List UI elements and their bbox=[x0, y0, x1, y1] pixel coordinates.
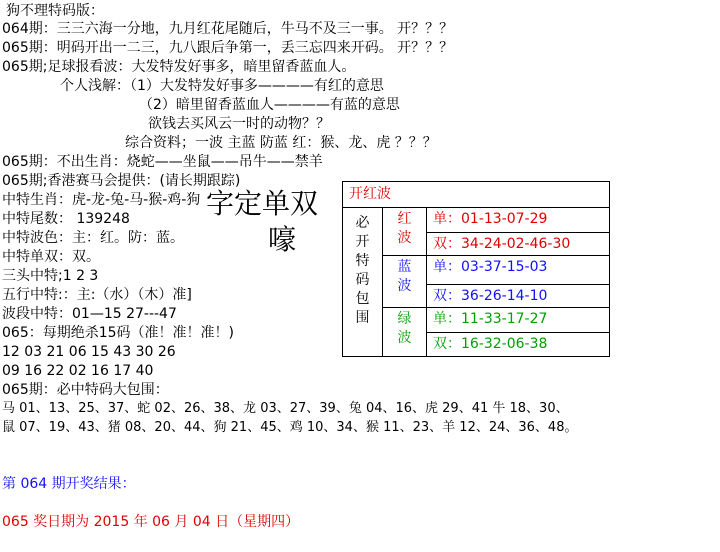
text-line-numbers-1: 12 03 21 06 15 43 30 26 bbox=[2, 344, 176, 360]
blue-odd-nums: 03-37-15-03 bbox=[461, 259, 548, 275]
text-line-zodiac-numbers-2: 鼠 07、19、43、猪 08、20、44、狗 21、45、鸡 10、34、猴 11、23、羊 12、24、36、48。 bbox=[2, 420, 578, 435]
text-line-five-elements: 五行中特:：主:（水）（木）准] bbox=[2, 287, 192, 303]
blue-odd-kind: 单： bbox=[433, 259, 461, 275]
green-odd-row bbox=[427, 308, 609, 332]
green-odd-kind: 单： bbox=[433, 311, 461, 327]
red-even-kind: 双： bbox=[433, 236, 461, 252]
text-line-excluded-zodiac: 065期：不出生肖：烧蛇——坐鼠——吊牛——禁羊 bbox=[2, 154, 323, 170]
group-label-green bbox=[383, 308, 427, 356]
text-line-football-report: 065期;足球报看波：大发特发好事多，暗里留香蓝血人。 bbox=[2, 59, 356, 75]
text-line-065-riddle: 065期：明码开出一二三，九八跟后争第一，丢三忘四来开码。 开？？？ bbox=[2, 40, 454, 56]
green-even-nums: 16-32-06-38 bbox=[461, 336, 548, 352]
group-label-green-text: 绿波 bbox=[397, 311, 412, 346]
group-label-red bbox=[383, 208, 427, 256]
text-line-064-riddle: 064期：三三六海一分地，九月红花尾随后，牛马不及三一事。 开？？？ bbox=[2, 21, 454, 37]
overlay-text-char: 嚎 bbox=[268, 223, 297, 256]
green-odd-nums: 11-33-17-27 bbox=[461, 311, 548, 327]
text-line-summary: 综合资料；一波 主蓝 防蓝 红：猴、龙、虎 ？？？ bbox=[125, 135, 437, 151]
text-line-three-heads: 三头中特;1 2 3 bbox=[2, 268, 99, 284]
group-label-blue-text: 蓝波 bbox=[397, 259, 412, 294]
green-even-row bbox=[427, 332, 609, 356]
blue-odd-row bbox=[427, 256, 609, 280]
text-line-special-zodiac: 中特生肖：虎-龙-兔-马-猴-鸡-狗 bbox=[2, 192, 201, 208]
text-line-zodiac-numbers-1: 马 01、13、25、37、蛇 02、26、38、龙 03、27、39、兔 04、16、虎 29、41 牛 18、30、 bbox=[2, 401, 569, 416]
table-side-text: 必开特码包围 bbox=[355, 215, 370, 326]
blue-even-nums: 36-26-14-10 bbox=[461, 288, 548, 304]
table-title: 开红波 bbox=[343, 182, 609, 208]
red-odd-kind: 单： bbox=[433, 211, 461, 227]
text-line-tail-numbers: 中特尾数： 139248 bbox=[2, 211, 130, 227]
group-label-blue bbox=[383, 256, 427, 308]
red-even-nums: 34-24-02-46-30 bbox=[461, 236, 571, 252]
blue-even-kind: 双： bbox=[433, 288, 461, 304]
text-line-must-hit: 065期：必中特码大包围： bbox=[2, 382, 169, 398]
overlay-text-odd-even: 字定单双 bbox=[206, 187, 319, 220]
group-label-red-text: 红波 bbox=[397, 211, 412, 246]
wave-table bbox=[342, 181, 610, 357]
red-even-row bbox=[427, 232, 609, 256]
text-line-wave-color: 中特波色：主：红。防：蓝。 bbox=[2, 230, 184, 246]
text-line-band: 波段中特：01—15 27---47 bbox=[2, 306, 177, 322]
green-even-kind: 双： bbox=[433, 336, 461, 352]
text-line-odd-even: 中特单双：双。 bbox=[2, 249, 100, 265]
text-line-numbers-2: 09 16 22 02 16 17 40 bbox=[2, 363, 154, 379]
text-line-interpretation-1: 个人浅解：（1）大发特发好事多————有红的意思 bbox=[60, 78, 384, 94]
red-odd-row bbox=[427, 208, 609, 232]
text-line-kill-15: 065：每期绝杀15码（准！准！准！) bbox=[2, 325, 234, 341]
red-odd-nums: 01-13-07-29 bbox=[461, 211, 548, 227]
table-side-label bbox=[343, 208, 383, 356]
page-heading: 狗不理特码版： bbox=[6, 3, 104, 19]
text-line-animal-question: 欲钱去买风云一时的动物？？ bbox=[148, 116, 330, 132]
text-line-draw-date: 065 奖日期为 2015 年 06 月 04 日（星期四） bbox=[2, 514, 300, 530]
text-line-interpretation-2: （2）暗里留香蓝血人————有蓝的意思 bbox=[139, 97, 400, 113]
blue-even-row bbox=[427, 284, 609, 308]
text-line-results-title: 第 064 期开奖结果： bbox=[2, 476, 136, 492]
text-line-jockey-club: 065期;香港赛马会提供：(请长期跟踪) bbox=[2, 173, 241, 189]
